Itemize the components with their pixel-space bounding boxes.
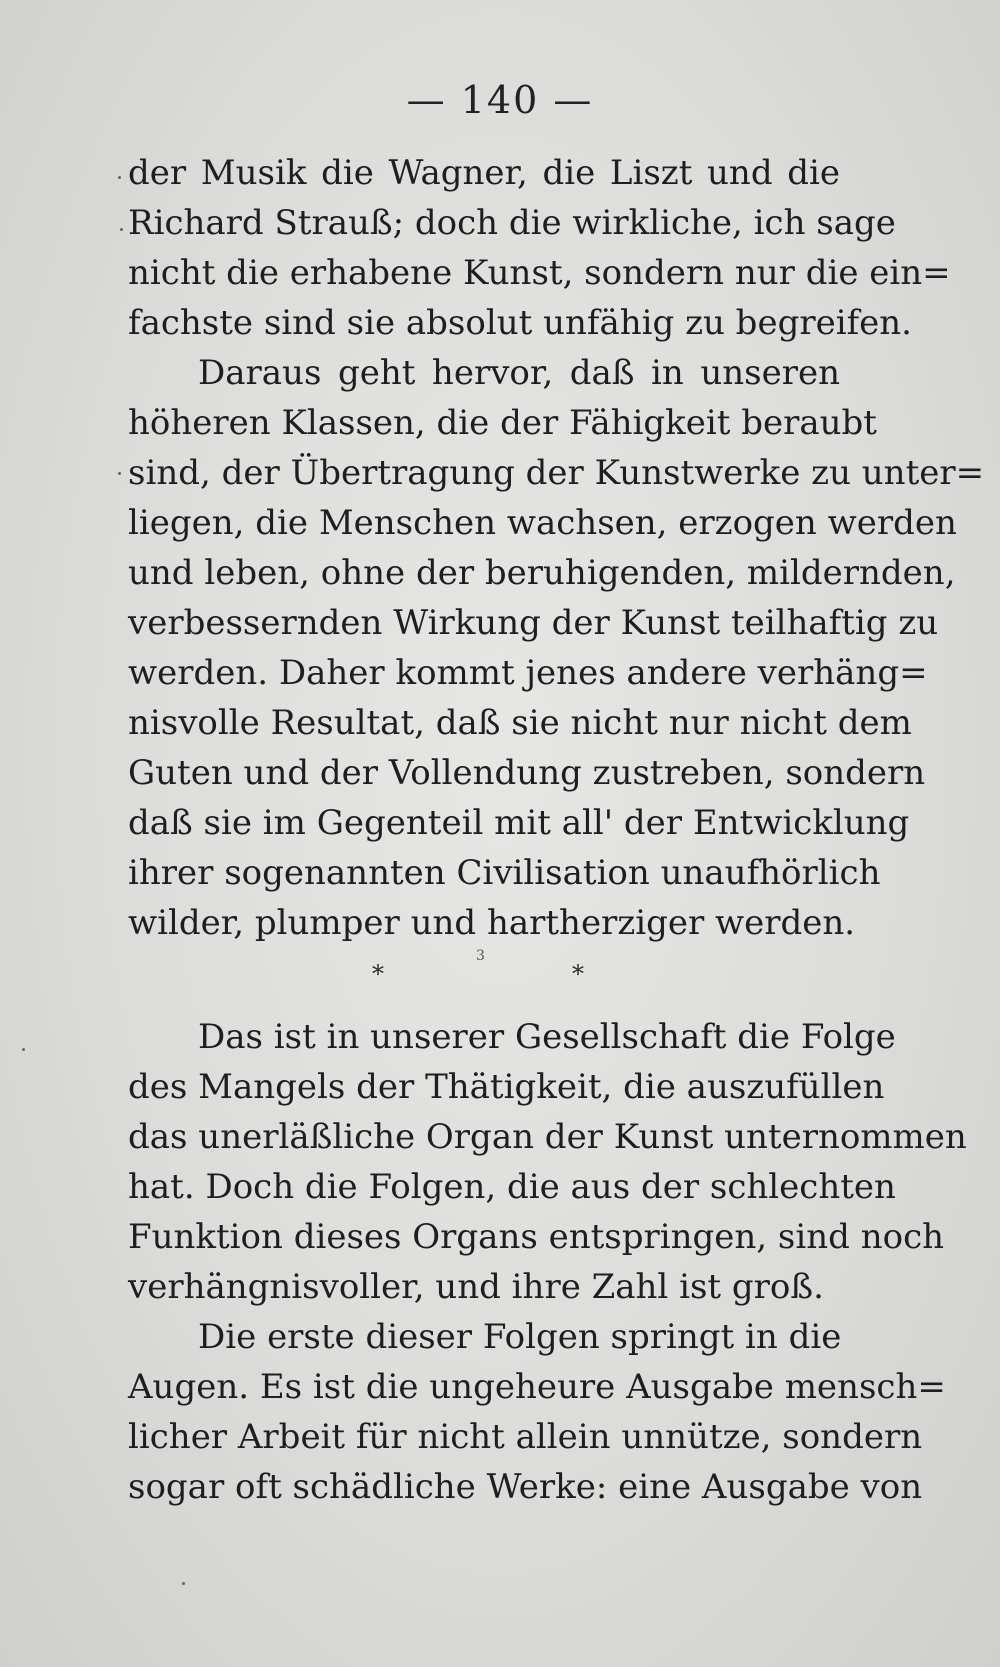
section-separator — [0, 948, 1000, 988]
asterisk-right: * — [572, 960, 584, 988]
asterisk-left: * — [372, 960, 384, 988]
text-line: Das ist in unserer Gesellschaft die Folge — [198, 1017, 896, 1057]
text-line: daß sie im Gegenteil mit all' der Entwicklung — [128, 803, 910, 843]
text-line: Funktion dieses Organs entspringen, sind noch — [128, 1217, 945, 1257]
text-line: hat. Doch die Folgen, die aus der schlechten — [128, 1167, 896, 1207]
text-line: Guten und der Vollendung zustreben, sondern — [128, 753, 926, 793]
text-line: Die erste dieser Folgen springt in die — [198, 1317, 842, 1357]
paper-speck — [118, 176, 121, 179]
paper-speck — [120, 228, 123, 231]
text-line: höheren Klassen, die der Fähigkeit beraubt — [128, 403, 877, 443]
text-line: verbessernden Wirkung der Kunst teilhaftig zu — [128, 603, 939, 643]
paper-speck — [118, 472, 121, 475]
text-line: der Musik die Wagner, die Liszt und die — [128, 153, 840, 193]
text-line: nicht die erhabene Kunst, sondern nur die ein= — [128, 253, 951, 293]
page-number-header: — 140 — — [406, 78, 594, 122]
text-line: Augen. Es ist die ungeheure Ausgabe mensch= — [128, 1367, 946, 1407]
text-line: sogar oft schädliche Werke: eine Ausgabe von — [128, 1467, 923, 1507]
text-line: Daraus geht hervor, daß in unseren — [198, 353, 840, 393]
text-line: fachste sind sie absolut unfähig zu begreifen. — [128, 303, 912, 343]
separator-mark: 3 — [476, 948, 485, 964]
text-line: Richard Strauß; doch die wirkliche, ich sage — [128, 203, 896, 243]
text-line: das unerläßliche Organ der Kunst unternommen — [128, 1117, 967, 1157]
paper-speck — [22, 1048, 25, 1051]
text-line: verhängnisvoller, und ihre Zahl ist groß. — [128, 1267, 824, 1307]
text-line: nisvolle Resultat, daß sie nicht nur nicht dem — [128, 703, 912, 743]
text-line: licher Arbeit für nicht allein unnütze, sondern — [128, 1417, 923, 1457]
text-line: und leben, ohne der beruhigenden, mildernden, — [128, 553, 956, 593]
text-line: wilder, plumper und hartherziger werden. — [128, 903, 856, 943]
text-line: sind, der Übertragung der Kunstwerke zu unter= — [128, 453, 985, 493]
text-line: des Mangels der Thätigkeit, die auszufüllen — [128, 1067, 885, 1107]
text-line: liegen, die Menschen wachsen, erzogen werden — [128, 503, 957, 543]
paper-speck — [182, 1582, 185, 1585]
text-line: werden. Daher kommt jenes andere verhäng= — [128, 653, 928, 693]
text-line: ihrer sogenannten Civilisation unaufhörlich — [128, 853, 881, 893]
